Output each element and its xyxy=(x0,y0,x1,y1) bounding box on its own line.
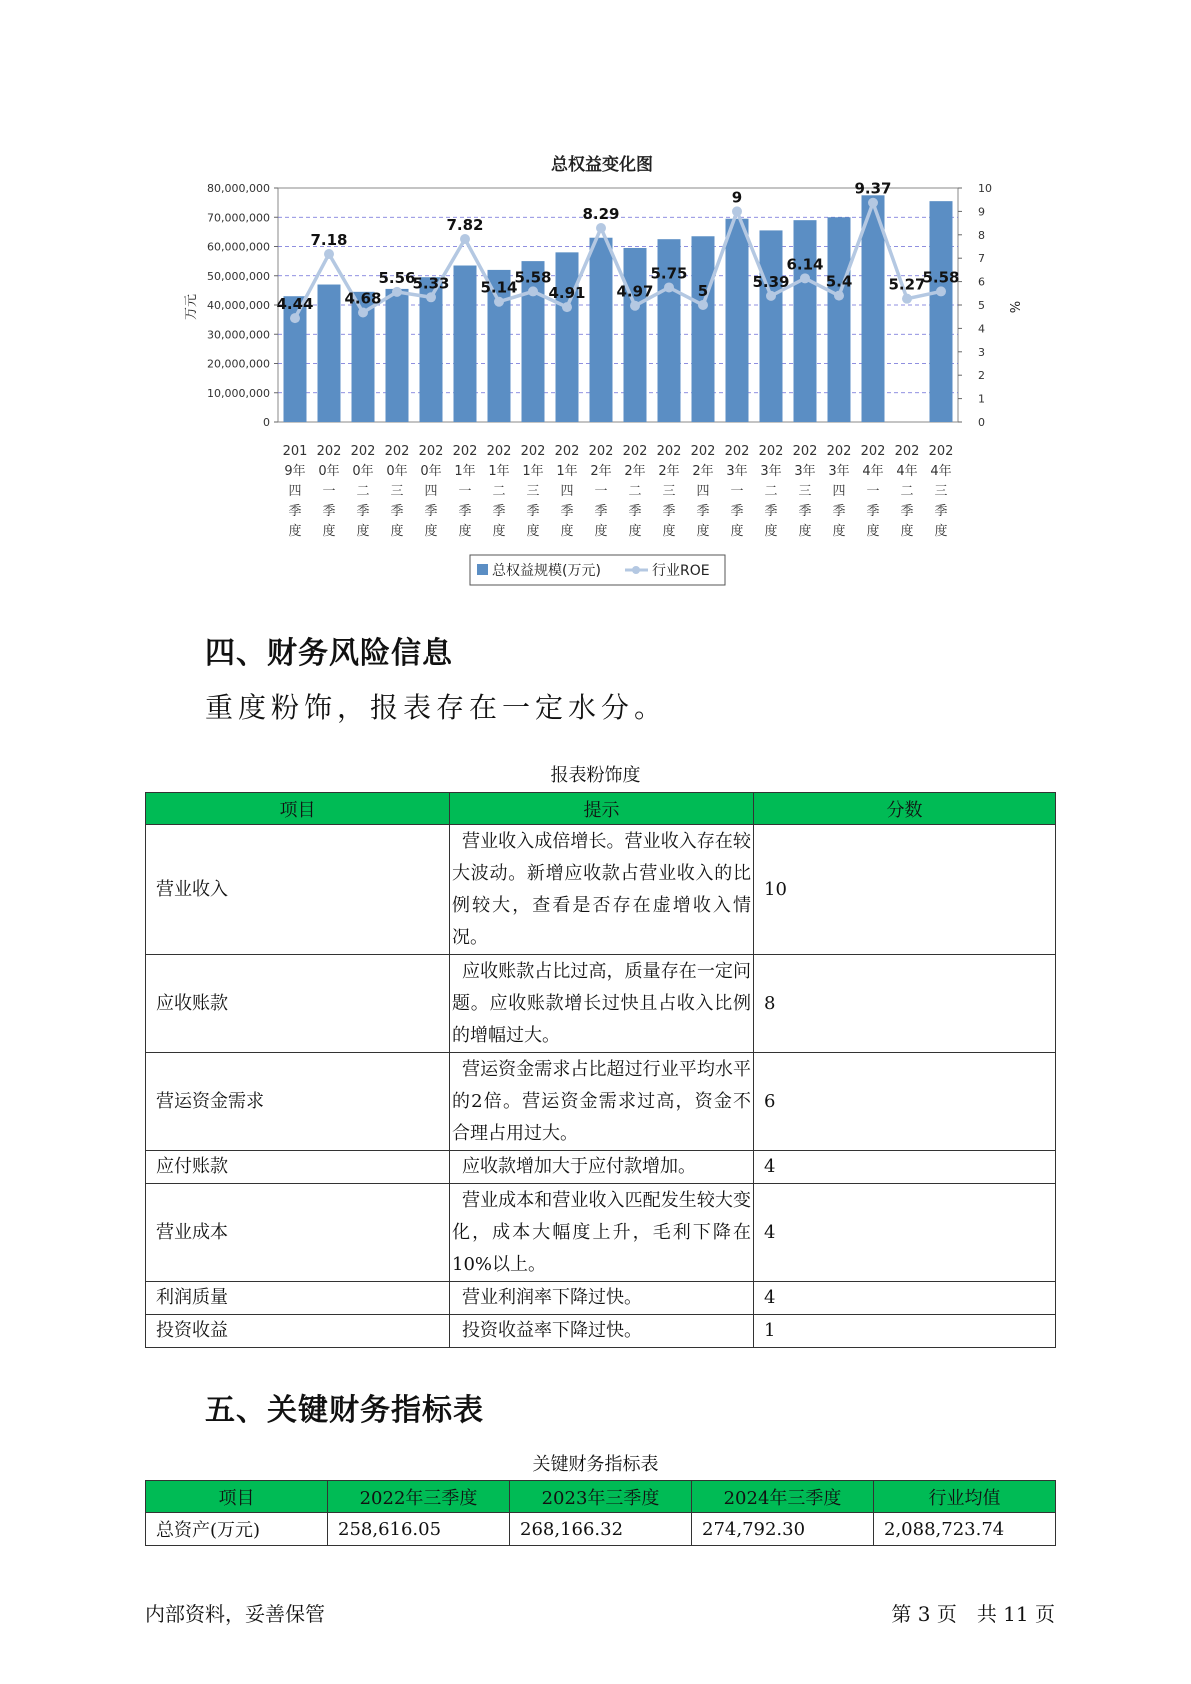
y2-axis-label: % xyxy=(1006,300,1021,314)
x-tick-label: 季 xyxy=(390,504,404,519)
x-tick-label: 季 xyxy=(866,504,880,519)
x-tick-label: 4年 xyxy=(896,464,918,479)
y2-tick-label: 6 xyxy=(978,275,985,289)
x-tick-label: 202 xyxy=(520,444,546,459)
risk-score: 8 xyxy=(754,955,1056,1053)
key-cell: 总资产(万元) xyxy=(146,1513,328,1546)
x-tick-label: 度 xyxy=(424,524,438,539)
roe-point xyxy=(936,286,946,296)
risk-score: 4 xyxy=(754,1151,1056,1184)
risk-header-hint: 提示 xyxy=(450,793,754,825)
x-tick-label: 季 xyxy=(356,504,370,519)
roe-data-label: 5 xyxy=(697,282,709,300)
x-tick-label: 202 xyxy=(316,444,342,459)
equity-chart xyxy=(0,0,1191,600)
bar xyxy=(726,219,749,422)
x-tick-label: 度 xyxy=(866,524,880,539)
table-row xyxy=(146,1315,1056,1348)
roe-data-label: 4.91 xyxy=(548,284,586,303)
x-tick-label: 3年 xyxy=(828,464,850,479)
x-tick-label: 202 xyxy=(928,444,954,459)
x-tick-label: 0年 xyxy=(386,464,408,479)
x-tick-label: 3年 xyxy=(726,464,748,479)
y-tick-label: 30,000,000 xyxy=(207,328,270,342)
table-row xyxy=(146,1282,1056,1315)
roe-data-label: 4.44 xyxy=(276,295,314,314)
x-tick-label: 202 xyxy=(860,444,886,459)
risk-summary: 重度粉饰，报表存在一定水分。 xyxy=(205,691,668,724)
roe-point xyxy=(392,287,402,297)
bar xyxy=(930,201,953,422)
roe-point xyxy=(732,206,742,216)
x-tick-label: 季 xyxy=(628,504,642,519)
y2-tick-label: 5 xyxy=(978,299,985,312)
x-tick-label: 度 xyxy=(390,524,404,539)
x-tick-label: 季 xyxy=(798,504,812,519)
roe-data-label: 5.33 xyxy=(412,274,450,293)
x-tick-label: 1年 xyxy=(488,464,510,479)
x-tick-label: 3年 xyxy=(794,464,816,479)
x-tick-label: 1年 xyxy=(556,464,578,479)
risk-table xyxy=(145,792,1056,1348)
x-tick-label: 4年 xyxy=(930,464,952,479)
legend-line-marker xyxy=(632,566,640,574)
key-header: 2023年三季度 xyxy=(510,1481,692,1513)
x-tick-label: 一 xyxy=(458,484,472,499)
chart-title: 总权益变化图 xyxy=(551,155,653,175)
risk-table-caption: 报表粉饰度 xyxy=(550,765,641,786)
x-tick-label: 0年 xyxy=(318,464,340,479)
roe-point xyxy=(324,249,334,259)
x-tick-label: 三 xyxy=(798,484,812,499)
key-cell: 268,166.32 xyxy=(510,1513,692,1546)
bar xyxy=(318,285,341,422)
y-tick-label: 60,000,000 xyxy=(207,240,270,254)
x-tick-label: 度 xyxy=(832,524,846,539)
x-tick-label: 二 xyxy=(492,484,506,499)
x-tick-label: 季 xyxy=(492,504,506,519)
x-tick-label: 度 xyxy=(764,524,778,539)
risk-item: 应收账款 xyxy=(146,955,450,1053)
x-tick-label: 度 xyxy=(628,524,642,539)
y2-tick-label: 7 xyxy=(978,252,985,266)
roe-point xyxy=(664,282,674,292)
roe-point xyxy=(868,198,878,208)
roe-point xyxy=(902,294,912,304)
x-tick-label: 度 xyxy=(730,524,744,539)
x-tick-label: 度 xyxy=(288,524,302,539)
roe-data-label: 5.56 xyxy=(378,268,416,287)
x-tick-label: 202 xyxy=(758,444,784,459)
bar xyxy=(454,266,477,422)
y2-tick-label: 8 xyxy=(978,228,985,242)
y-axis-label: 万元 xyxy=(184,293,199,321)
x-tick-label: 二 xyxy=(628,484,642,499)
x-tick-label: 3年 xyxy=(760,464,782,479)
y-tick-label: 10,000,000 xyxy=(207,386,270,400)
roe-data-label: 4.68 xyxy=(344,289,382,308)
roe-data-label: 6.14 xyxy=(786,255,824,274)
x-tick-label: 季 xyxy=(560,504,574,519)
roe-data-label: 4.97 xyxy=(616,282,654,301)
x-tick-label: 季 xyxy=(764,504,778,519)
risk-score: 4 xyxy=(754,1184,1056,1282)
x-tick-label: 四 xyxy=(560,484,574,499)
y2-tick-label: 4 xyxy=(978,322,985,336)
x-tick-label: 0年 xyxy=(352,464,374,479)
x-tick-label: 202 xyxy=(350,444,376,459)
x-tick-label: 202 xyxy=(724,444,750,459)
page-number: 第 3 页 共 11 页 xyxy=(891,1602,1055,1626)
risk-item: 应付账款 xyxy=(146,1151,450,1184)
x-tick-label: 四 xyxy=(696,484,710,499)
risk-hint: 应收账款占比过高，质量存在一定问题。应收账款增长过快且占收入比例的增幅过大。 xyxy=(450,955,754,1053)
x-tick-label: 202 xyxy=(384,444,410,459)
y2-tick-label: 0 xyxy=(978,416,985,429)
x-tick-label: 2年 xyxy=(624,464,646,479)
y2-tick-label: 1 xyxy=(978,392,985,406)
x-tick-label: 度 xyxy=(696,524,710,539)
risk-item: 利润质量 xyxy=(146,1282,450,1315)
x-tick-label: 季 xyxy=(526,504,540,519)
roe-point xyxy=(426,292,436,302)
risk-score: 10 xyxy=(754,825,1056,955)
bar xyxy=(386,289,409,422)
x-tick-label: 202 xyxy=(418,444,444,459)
roe-point xyxy=(290,313,300,323)
bar xyxy=(760,230,783,422)
table-row xyxy=(146,1053,1056,1151)
bar xyxy=(590,238,613,422)
y-tick-label: 50,000,000 xyxy=(207,269,270,283)
x-tick-label: 202 xyxy=(826,444,852,459)
key-cell: 258,616.05 xyxy=(328,1513,510,1546)
x-tick-label: 202 xyxy=(486,444,512,459)
x-tick-label: 度 xyxy=(458,524,472,539)
roe-point xyxy=(800,273,810,283)
roe-point xyxy=(596,223,606,233)
x-tick-label: 度 xyxy=(322,524,336,539)
y2-tick-label: 10 xyxy=(978,182,992,195)
risk-hint: 投资收益率下降过快。 xyxy=(450,1315,754,1348)
x-tick-label: 度 xyxy=(594,524,608,539)
risk-hint: 营运资金需求占比超过行业平均水平的2倍。营运资金需求过高，资金不合理占用过大。 xyxy=(450,1053,754,1151)
y-tick-label: 0 xyxy=(263,416,270,429)
x-tick-label: 三 xyxy=(390,484,404,499)
x-tick-label: 季 xyxy=(730,504,744,519)
x-tick-label: 202 xyxy=(554,444,580,459)
y-tick-label: 20,000,000 xyxy=(207,357,270,371)
x-tick-label: 202 xyxy=(690,444,716,459)
table-row xyxy=(146,955,1056,1053)
x-tick-label: 1年 xyxy=(522,464,544,479)
x-tick-label: 2年 xyxy=(658,464,680,479)
roe-data-label: 8.29 xyxy=(582,205,620,224)
x-tick-label: 202 xyxy=(894,444,920,459)
risk-hint: 应收款增加大于应付款增加。 xyxy=(450,1151,754,1184)
roe-point xyxy=(698,300,708,310)
roe-point xyxy=(766,291,776,301)
key-table-caption: 关键财务指标表 xyxy=(532,1454,659,1475)
x-tick-label: 季 xyxy=(594,504,608,519)
bar xyxy=(556,252,579,422)
key-header: 项目 xyxy=(146,1481,328,1513)
table-row xyxy=(146,1151,1056,1184)
risk-hint: 营业利润率下降过快。 xyxy=(450,1282,754,1315)
key-header: 2022年三季度 xyxy=(328,1481,510,1513)
bar xyxy=(794,220,817,422)
x-tick-label: 202 xyxy=(792,444,818,459)
table-row xyxy=(146,825,1056,955)
roe-data-label: 5.58 xyxy=(922,268,960,287)
x-tick-label: 二 xyxy=(900,484,914,499)
x-tick-label: 4年 xyxy=(862,464,884,479)
x-tick-label: 2年 xyxy=(692,464,714,479)
roe-data-label: 5.14 xyxy=(480,278,518,297)
x-tick-label: 一 xyxy=(594,484,608,499)
section4-heading: 四、财务风险信息 xyxy=(205,636,453,671)
x-tick-label: 2年 xyxy=(590,464,612,479)
x-tick-label: 202 xyxy=(622,444,648,459)
y2-tick-label: 2 xyxy=(978,369,985,383)
risk-hint: 营业收入成倍增长。营业收入存在较大波动。新增应收款占营业收入的比例较大，查看是否存在虚增收入情况。 xyxy=(450,825,754,955)
x-tick-label: 季 xyxy=(662,504,676,519)
x-tick-label: 度 xyxy=(934,524,948,539)
key-header: 2024年三季度 xyxy=(692,1481,874,1513)
roe-data-label: 9 xyxy=(731,188,743,207)
roe-data-label: 5.39 xyxy=(752,272,790,291)
roe-data-label: 7.82 xyxy=(446,216,484,235)
key-metrics-table xyxy=(145,1480,1056,1546)
x-tick-label: 201 xyxy=(282,444,308,459)
roe-point xyxy=(562,302,572,312)
x-tick-label: 度 xyxy=(526,524,540,539)
x-tick-label: 季 xyxy=(424,504,438,519)
risk-header-item: 项目 xyxy=(146,793,450,825)
risk-score: 1 xyxy=(754,1315,1056,1348)
y-tick-label: 40,000,000 xyxy=(207,299,270,312)
x-tick-label: 202 xyxy=(656,444,682,459)
x-tick-label: 一 xyxy=(866,484,880,499)
risk-item: 营运资金需求 xyxy=(146,1053,450,1151)
key-cell: 274,792.30 xyxy=(692,1513,874,1546)
risk-score: 6 xyxy=(754,1053,1056,1151)
x-tick-label: 三 xyxy=(526,484,540,499)
y-tick-label: 80,000,000 xyxy=(207,182,270,195)
x-tick-label: 二 xyxy=(356,484,370,499)
y2-tick-label: 9 xyxy=(978,205,985,219)
x-tick-label: 0年 xyxy=(420,464,442,479)
x-tick-label: 季 xyxy=(934,504,948,519)
roe-data-label: 9.37 xyxy=(854,179,892,198)
bar xyxy=(692,236,715,422)
roe-point xyxy=(834,291,844,301)
risk-header-score: 分数 xyxy=(754,793,1056,825)
roe-point xyxy=(630,301,640,311)
x-tick-label: 季 xyxy=(322,504,336,519)
roe-point xyxy=(460,234,470,244)
roe-point xyxy=(528,286,538,296)
y-tick-label: 70,000,000 xyxy=(207,211,270,225)
x-tick-label: 度 xyxy=(662,524,676,539)
roe-data-label: 5.58 xyxy=(514,268,552,287)
x-tick-label: 四 xyxy=(832,484,846,499)
x-tick-label: 度 xyxy=(900,524,914,539)
x-tick-label: 三 xyxy=(934,484,948,499)
y2-tick-label: 3 xyxy=(978,345,985,359)
key-header: 行业均值 xyxy=(874,1481,1056,1513)
x-tick-label: 一 xyxy=(322,484,336,499)
risk-item: 投资收益 xyxy=(146,1315,450,1348)
bar xyxy=(825,217,853,422)
bar xyxy=(624,248,647,422)
roe-data-label: 5.75 xyxy=(650,264,688,283)
x-tick-label: 季 xyxy=(832,504,846,519)
x-tick-label: 季 xyxy=(288,504,302,519)
table-row xyxy=(146,1184,1056,1282)
x-tick-label: 季 xyxy=(696,504,710,519)
x-tick-label: 9年 xyxy=(284,464,306,479)
x-tick-label: 度 xyxy=(560,524,574,539)
risk-hint: 营业成本和营业收入匹配发生较大变化，成本大幅度上升，毛利下降在10%以上。 xyxy=(450,1184,754,1282)
legend-bar-swatch xyxy=(477,564,488,575)
footer-note: 内部资料，妥善保管 xyxy=(145,1602,325,1626)
roe-data-label: 5.4 xyxy=(825,272,853,291)
x-tick-label: 度 xyxy=(356,524,370,539)
roe-data-label: 5.27 xyxy=(888,275,926,294)
x-tick-label: 二 xyxy=(764,484,778,499)
legend-line-label: 行业ROE xyxy=(652,563,710,579)
x-tick-label: 四 xyxy=(424,484,438,499)
x-tick-label: 三 xyxy=(662,484,676,499)
roe-point xyxy=(358,307,368,317)
roe-point xyxy=(494,297,504,307)
roe-data-label: 7.18 xyxy=(310,230,348,249)
legend-bar-label: 总权益规模(万元) xyxy=(492,563,601,579)
risk-item: 营业成本 xyxy=(146,1184,450,1282)
x-tick-label: 一 xyxy=(730,484,744,499)
key-cell: 2,088,723.74 xyxy=(874,1513,1056,1546)
section5-heading: 五、关键财务指标表 xyxy=(205,1393,484,1428)
risk-score: 4 xyxy=(754,1282,1056,1315)
x-tick-label: 202 xyxy=(588,444,614,459)
x-tick-label: 季 xyxy=(458,504,472,519)
x-tick-label: 度 xyxy=(798,524,812,539)
x-tick-label: 季 xyxy=(900,504,914,519)
x-tick-label: 四 xyxy=(288,484,302,499)
x-tick-label: 1年 xyxy=(454,464,476,479)
x-tick-label: 度 xyxy=(492,524,506,539)
x-tick-label: 202 xyxy=(452,444,478,459)
table-row xyxy=(146,1513,1056,1546)
risk-item: 营业收入 xyxy=(146,825,450,955)
